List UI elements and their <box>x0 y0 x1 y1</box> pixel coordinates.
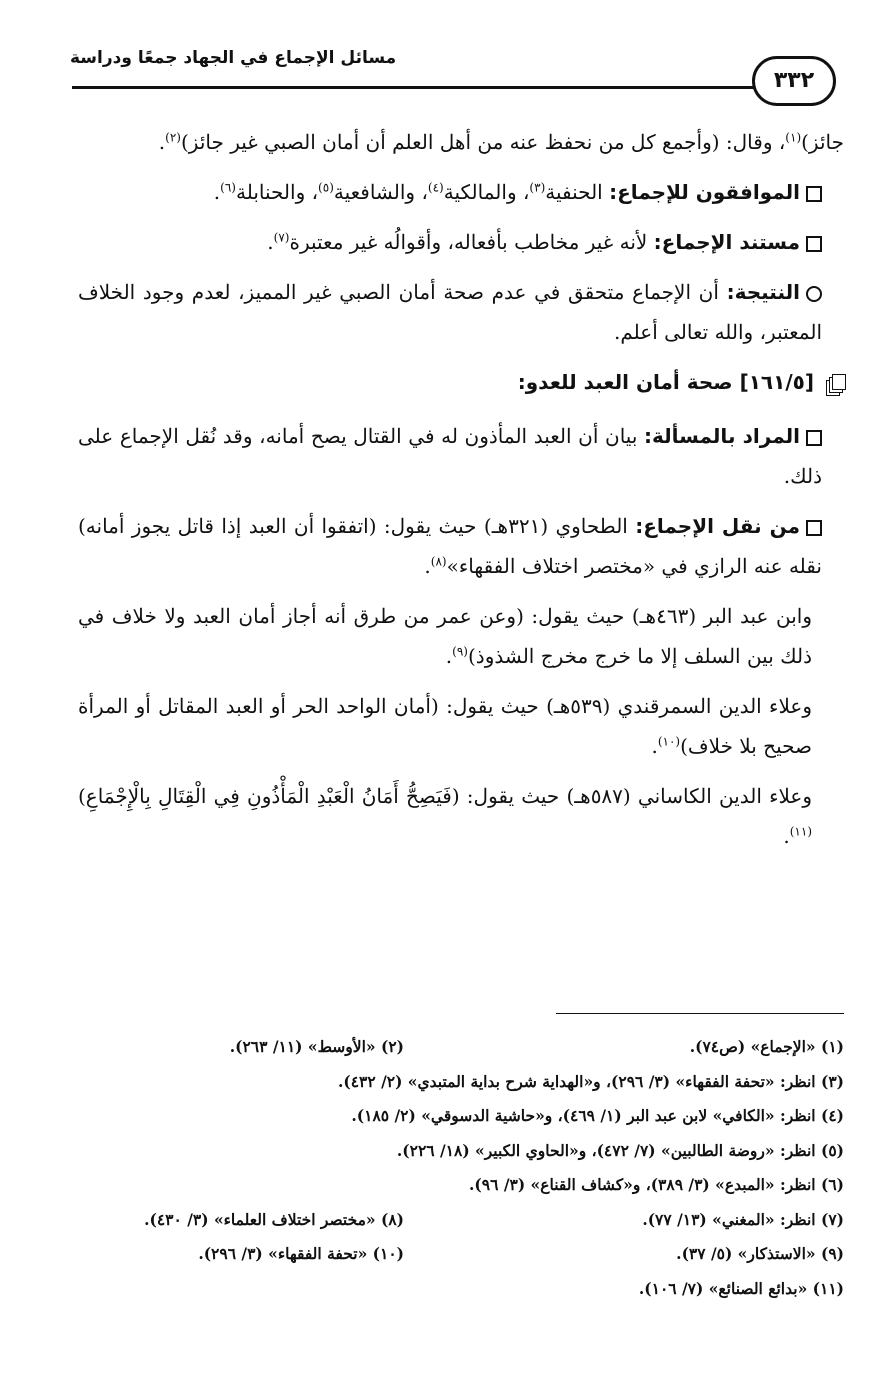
footnote-1: (١) «الإجماع» (ص٧٤). <box>689 1037 844 1056</box>
label-meaning: المراد بالمسألة: <box>644 424 800 448</box>
footnote-row <box>78 1134 844 1169</box>
text: وابن عبد البر (٤٦٣هـ) حيث يقول: (وعن عمر من طرق أنه أجاز أمان العبد ولا خلاف في ذلك بين السلف إلا ما خرج مخرج الشذوذ) <box>78 604 812 668</box>
text: جائز) <box>801 130 844 154</box>
footnote-8: (٨) «مختصر اختلاف العلماء» (٣/ ٤٣٠). <box>144 1209 404 1229</box>
label-basis: مستند الإجماع: <box>653 230 800 254</box>
footnote-9: (٩) «الاستذكار» (٥/ ٣٧). <box>676 1244 844 1263</box>
footnote-ref-5: (٥) <box>318 180 334 195</box>
footnote-ref-6: (٦) <box>220 180 236 195</box>
paragraph-basis <box>78 222 844 262</box>
footnote-4: (٤) انظر: «الكافي» لابن عبد البر (١/ ٤٦٩)، و«حاشية الدسوقي» (٢/ ١٨٥). <box>351 1106 844 1125</box>
documents-icon <box>826 374 844 394</box>
label-transmitters: من نقل الإجماع: <box>635 514 801 538</box>
text: ، والحنابلة <box>235 180 319 204</box>
footnote-separator <box>556 1013 844 1014</box>
paragraph-kasani <box>78 776 844 856</box>
text: الطحاوي (٣٢١هـ) حيث يقول: (اتفقوا أن العبد إذا قاتل يجوز أمانه) نقله عنه الرازي في «مختصر اختلاف الفقهاء» <box>78 514 822 578</box>
text: الحنفية <box>545 180 610 204</box>
text: . <box>267 230 274 254</box>
text: . <box>445 644 453 668</box>
paragraph-agreeing-schools <box>78 172 844 212</box>
text: وعلاء الدين السمرقندي (٥٣٩هـ) حيث يقول: (أمان الواحد الحر أو العبد المقاتل أو المرأة صحيح بلا خلاف) <box>78 694 812 758</box>
text: . <box>158 130 166 154</box>
footnote-ref-2: (٢) <box>165 130 181 145</box>
paragraph-transmitters <box>78 506 844 586</box>
text: ، والمالكية <box>443 180 530 204</box>
footnote-ref-4: (٤) <box>427 180 444 195</box>
paragraph-ibn-abd-al-barr <box>78 596 844 676</box>
paragraph-result <box>78 272 844 352</box>
square-bullet-icon <box>806 186 822 202</box>
footnotes <box>78 1030 844 1306</box>
text: . <box>783 824 790 848</box>
footnote-2: (٢) «الأوسط» (١١/ ٢٦٣). <box>229 1037 404 1056</box>
footnote-row <box>78 1237 844 1272</box>
footnote-10: (١٠) «تحفة الفقهاء» (٣/ ٢٩٦). <box>198 1244 404 1263</box>
footnote-3: (٣) انظر: «تحفة الفقهاء» (٣/ ٢٩٦)، و«الهداية شرح بداية المتبدي» (٢/ ٤٣٢). <box>337 1071 844 1091</box>
main-text <box>78 122 844 866</box>
footnote-11: (١١) «بدائع الصنائع» (٧/ ١٠٦). <box>638 1278 844 1298</box>
square-bullet-icon <box>806 430 822 446</box>
text: لأنه غير مخاطب بأفعاله، وأقوالُه غير معتبرة <box>289 230 654 254</box>
footnote-ref-3: (٣) <box>529 180 546 195</box>
text: بيان أن العبد المأذون له في القتال يصح أمانه، وقد نُقل الإجماع على ذلك. <box>78 424 822 488</box>
footnote-row <box>78 1203 844 1238</box>
footnote-row <box>78 1168 844 1203</box>
text: . <box>651 734 658 758</box>
square-bullet-icon <box>806 236 822 252</box>
text: أن الإجماع متحقق في عدم صحة أمان الصبي غير المميز، لعدم وجود الخلاف المعتبر، والله تعالى أعلم. <box>78 280 822 344</box>
paragraph-1 <box>78 122 844 162</box>
footnote-ref-9: (٩) <box>452 644 468 659</box>
text: ، وقال: (وأجمع كل من نحفظ عنه من أهل العلم أن أمان الصبي غير جائز) <box>180 130 786 154</box>
section-number: [١٦١/٥] <box>739 370 814 394</box>
footnote-row <box>78 1065 844 1100</box>
text: ، والشافعية <box>333 180 428 204</box>
footnote-row <box>78 1099 844 1134</box>
paragraph-samarqandi <box>78 686 844 766</box>
square-bullet-icon <box>806 520 822 536</box>
footnote-5: (٥) انظر: «روضة الطالبين» (٧/ ٤٧٢)، و«الحاوي الكبير» (١٨/ ٢٢٦). <box>396 1140 844 1160</box>
footnote-row <box>78 1272 844 1307</box>
section-heading <box>78 362 844 402</box>
circle-bullet-icon <box>806 286 822 302</box>
header-rule <box>72 86 762 89</box>
footnote-ref-1: (١) <box>785 130 802 145</box>
section-title: صحة أمان العبد للعدو: <box>517 370 740 394</box>
text: . <box>213 180 221 204</box>
label-result: النتيجة: <box>726 280 800 304</box>
footnote-ref-7: (٧) <box>273 230 290 245</box>
text: . <box>424 554 431 578</box>
footnote-row <box>78 1030 844 1065</box>
footnote-ref-10: (١٠) <box>657 734 681 749</box>
footnote-ref-11: (١١) <box>789 824 812 839</box>
text: وعلاء الدين الكاساني (٥٨٧هـ) حيث يقول: (فَيَصِحُّ أَمَانُ الْعَبْدِ الْمَأْذُونِ فِي الْقِتَالِ بِالْإِجْمَاعِ) <box>78 784 812 808</box>
label-agreeing: الموافقون للإجماع: <box>609 180 800 204</box>
page-number: ٣٣٢ <box>752 56 836 106</box>
footnote-ref-8: (٨) <box>430 554 447 569</box>
footnote-6: (٦) انظر: «المبدع» (٣/ ٣٨٩)، و«كشاف القناع» (٣/ ٩٦). <box>469 1175 844 1194</box>
footnote-7: (٧) انظر: «المغني» (١٣/ ٧٧). <box>642 1209 844 1229</box>
running-title: مسائل الإجماع في الجهاد جمعًا ودراسة <box>70 48 397 68</box>
paragraph-meaning <box>78 416 844 496</box>
